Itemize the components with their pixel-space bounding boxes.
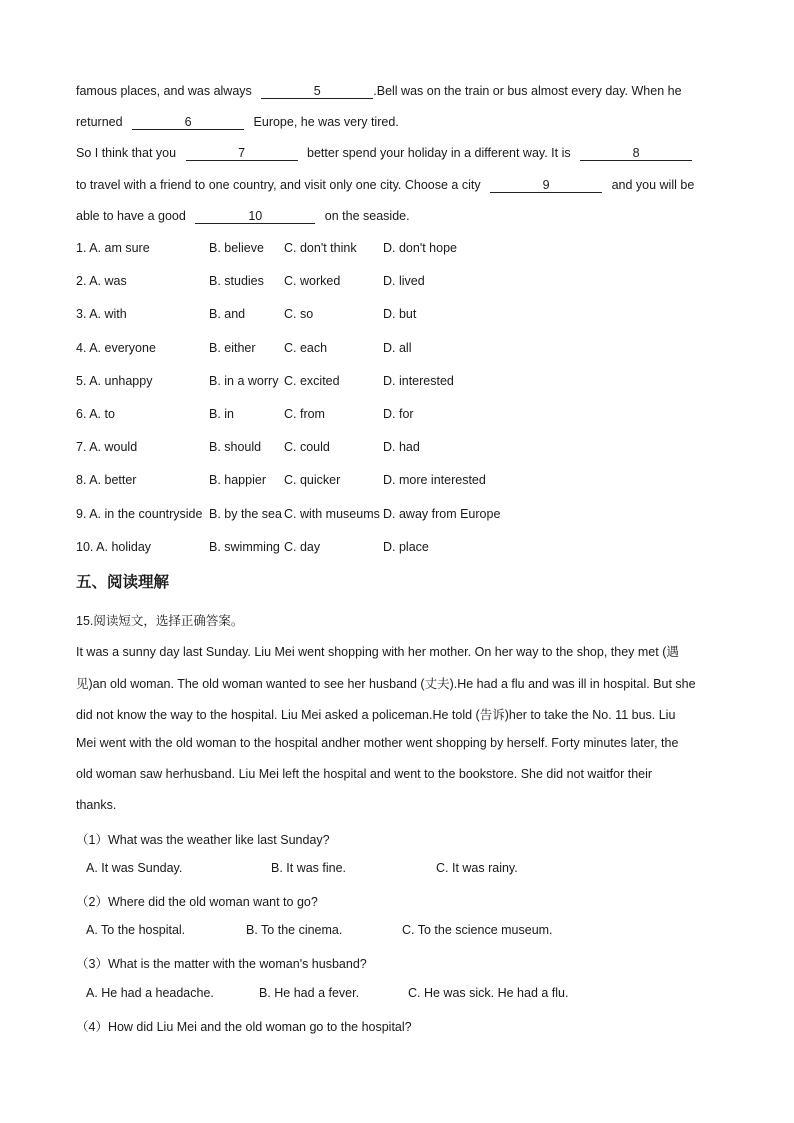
option-c[interactable]: C. don't think [284,241,357,255]
answer-option-c[interactable]: C. He was sick. He had a flu. [408,986,569,1000]
option-a[interactable]: 1. A. am sure [76,241,150,255]
option-b[interactable]: B. either [209,341,256,355]
answer-option-c[interactable]: C. It was rainy. [436,861,518,875]
option-a[interactable]: 2. A. was [76,274,127,288]
option-d[interactable]: D. lived [383,274,425,288]
sub-question: （1）What was the weather like last Sunday? [76,833,330,847]
answer-option-b[interactable]: B. He had a fever. [259,986,360,1000]
answer-option-a[interactable]: A. He had a headache. [86,986,214,1000]
cloze-line-4: to travel with a friend to one country, and visit only one city. Choose a city 9 and you will be [76,178,695,192]
option-c[interactable]: C. quicker [284,473,341,487]
option-c[interactable]: C. excited [284,374,340,388]
option-b[interactable]: B. by the sea [209,507,282,521]
passage-line: thanks. [76,798,117,812]
option-d[interactable]: D. all [383,341,412,355]
passage-line: 见)an old woman. The old woman wanted to see her husband (丈夫).He had a flu and was ill in hospital. But she [76,677,696,691]
answer-option-b[interactable]: B. It was fine. [271,861,347,875]
option-d[interactable]: D. interested [383,374,454,388]
option-a[interactable]: 10. A. holiday [76,540,152,554]
option-b[interactable]: B. in [209,407,235,421]
sub-question: （3）What is the matter with the woman's husband? [76,957,367,971]
passage-line: old woman saw herhusband. Liu Mei left the hospital and went to the bookstore. She did not waitfor their [76,767,653,781]
question-instruction: 15.阅读短文，选择正确答案。 [76,614,244,628]
option-d[interactable]: D. place [383,540,429,554]
cloze-line-5: able to have a good 10 on the seaside. [76,209,410,223]
answer-blank-5[interactable]: 5 [261,84,373,99]
option-c[interactable]: C. worked [284,274,341,288]
option-d[interactable]: D. had [383,440,420,454]
sub-question: （4）How did Liu Mei and the old woman go to the hospital? [76,1020,412,1034]
option-c[interactable]: C. so [284,307,314,321]
option-a[interactable]: 5. A. unhappy [76,374,153,388]
option-c[interactable]: C. day [284,540,321,554]
option-a[interactable]: 8. A. better [76,473,137,487]
sub-question: （2）Where did the old woman want to go? [76,895,318,909]
option-a[interactable]: 9. A. in the countryside [76,507,203,521]
option-b[interactable]: B. in a worry [209,374,279,388]
option-b[interactable]: B. studies [209,274,264,288]
option-b[interactable]: B. believe [209,241,264,255]
option-a[interactable]: 3. A. with [76,307,127,321]
passage-line: It was a sunny day last Sunday. Liu Mei went shopping with her mother. On her way to the shop, they met (遇 [76,645,679,659]
option-c[interactable]: C. each [284,341,328,355]
option-b[interactable]: B. and [209,307,246,321]
option-b[interactable]: B. swimming [209,540,280,554]
answer-blank-9[interactable]: 9 [490,178,602,193]
answer-option-c[interactable]: C. To the science museum. [402,923,553,937]
answer-option-a[interactable]: A. To the hospital. [86,923,186,937]
option-d[interactable]: D. don't hope [383,241,457,255]
option-a[interactable]: 6. A. to [76,407,115,421]
option-d[interactable]: D. more interested [383,473,486,487]
option-d[interactable]: D. for [383,407,414,421]
answer-option-a[interactable]: A. It was Sunday. [86,861,183,875]
answer-blank-8[interactable]: 8 [580,146,692,161]
answer-blank-6[interactable]: 6 [132,115,244,130]
passage-line: Mei went with the old woman to the hospital andher mother went shopping by herself. Forty minutes later, the [76,736,679,750]
option-b[interactable]: B. happier [209,473,266,487]
passage-line: did not know the way to the hospital. Liu Mei asked a policeman.He told (告诉)her to take the No. 11 bus. Liu [76,708,676,722]
answer-option-b[interactable]: B. To the cinema. [246,923,343,937]
option-c[interactable]: C. from [284,407,325,421]
cloze-line-2: returned 6 Europe, he was very tired. [76,115,399,129]
cloze-line-1: famous places, and was always 5 .Bell was on the train or bus almost every day. When he [76,84,682,98]
cloze-line-3: So I think that you 7 better spend your holiday in a different way. It is 8 [76,146,692,161]
answer-blank-10[interactable]: 10 [195,209,315,224]
option-d[interactable]: D. but [383,307,417,321]
section-title: 五、阅读理解 [76,573,170,591]
option-a[interactable]: 4. A. everyone [76,341,156,355]
option-a[interactable]: 7. A. would [76,440,138,454]
option-c[interactable]: C. with museums [284,507,380,521]
option-d[interactable]: D. away from Europe [383,507,501,521]
option-c[interactable]: C. could [284,440,330,454]
answer-blank-7[interactable]: 7 [186,146,298,161]
option-b[interactable]: B. should [209,440,262,454]
